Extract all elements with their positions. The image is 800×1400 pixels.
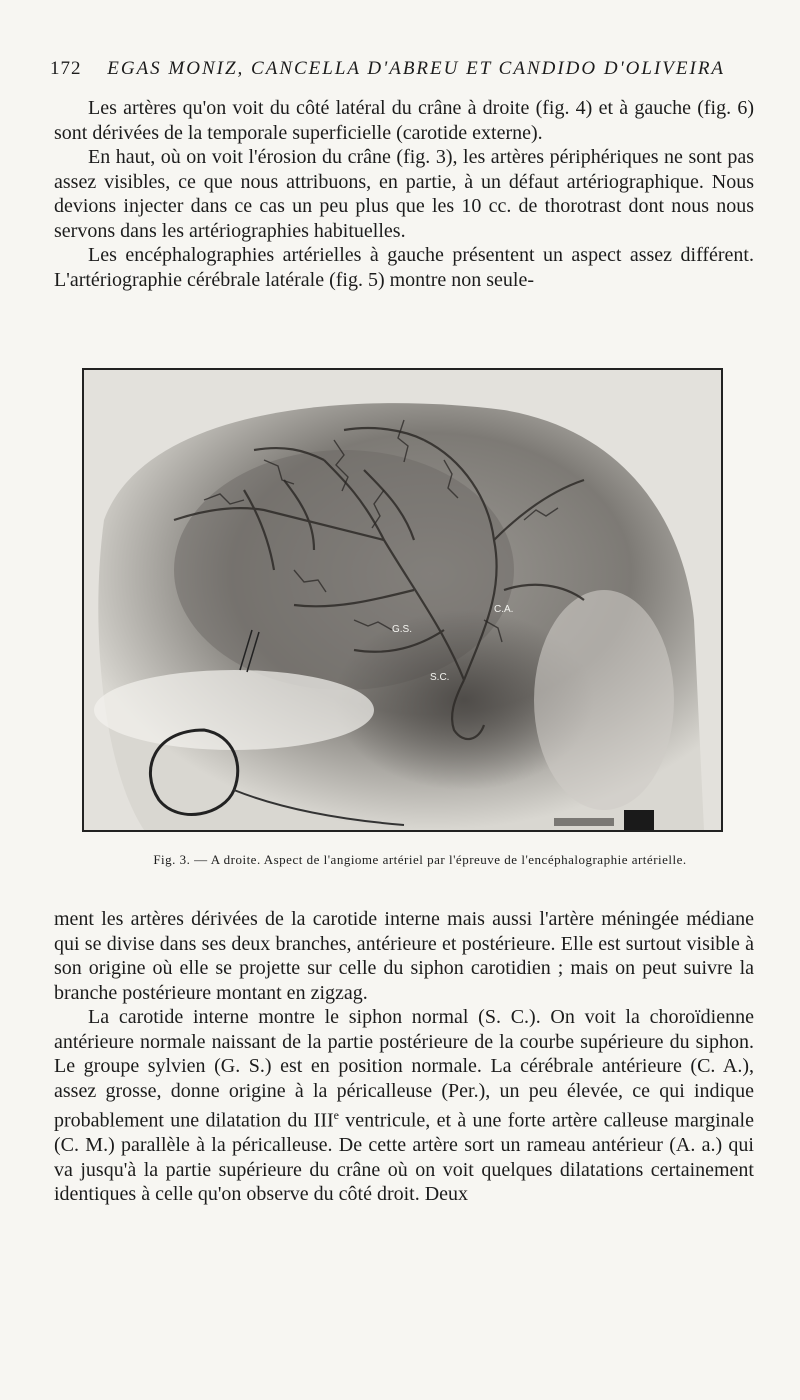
paragraph: La carotide interne montre le siphon normal (S. C.). On voit la choroïdienne antérieure normale naissant de la partie postérieure de la courbe supérieure du siphon. Le groupe sylvien (G. S.) est en position normale. La cérébrale antérieure (C. A.), assez grosse, donne origine à la péricalleuse (Per.), un peu élevée, ce qui indique probablement une dilatation du IIIe ventricule, et à une forte artère calleuse marginale (C. M.) parallèle à la péricalleuse. De cette artère sort un rameau antérieur (A. a.) qui va jusqu'à la partie supérieure du crâne où on voit quelques dilatations certainement identiques à celle qu'on observe du côté droit. Deux <box>54 1006 754 1206</box>
figure-caption: Fig. 3. — A droite. Aspect de l'angiome artériel par l'épreuve de l'encéphalographie artérielle. <box>153 852 687 867</box>
label-ca: C.A. <box>494 604 514 615</box>
text-block-bottom <box>54 907 754 1207</box>
paragraph: En haut, où on voit l'érosion du crâne (fig. 3), les artères périphériques ne sont pas assez visibles, ce que nous attribuons, en partie, à un défaut artériographique. Nous devions injecter dans ce cas un peu plus que les 10 cc. de thorotrast dont nous nous servons dans les artériographies habituelles. <box>54 146 754 242</box>
label-gs: G.S. <box>392 624 413 635</box>
label-sc: S.C. <box>430 672 450 683</box>
paragraph: Les encéphalographies artérielles à gauche présentent un aspect assez différent. L'artériographie cérébrale latérale (fig. 5) montre non seule- <box>54 244 754 291</box>
page-number: 172 <box>50 58 82 79</box>
running-head-authors: EGAS MONIZ, CANCELLA D'ABREU ET CANDIDO D'OLIVEIRA <box>107 58 726 79</box>
paragraph-continuation: ment les artères dérivées de la carotide interne mais aussi l'artère méningée médiane qui se divise dans ses deux branches, antérieure et postérieure. Elle est surtout visible à son origine où elle se projette sur celle du siphon carotidien ; mais on peut suivre la branche postérieure montant en zigzag. <box>54 908 754 1004</box>
arteriogram-image <box>84 370 721 830</box>
paragraph: Les artères qu'on voit du côté latéral du crâne à droite (fig. 4) et à gauche (fig. 6) sont dérivées de la temporale superficielle (carotide externe). <box>54 97 754 144</box>
x-ray-figure <box>82 368 723 832</box>
running-header <box>50 58 750 80</box>
text-block-top <box>54 96 754 292</box>
